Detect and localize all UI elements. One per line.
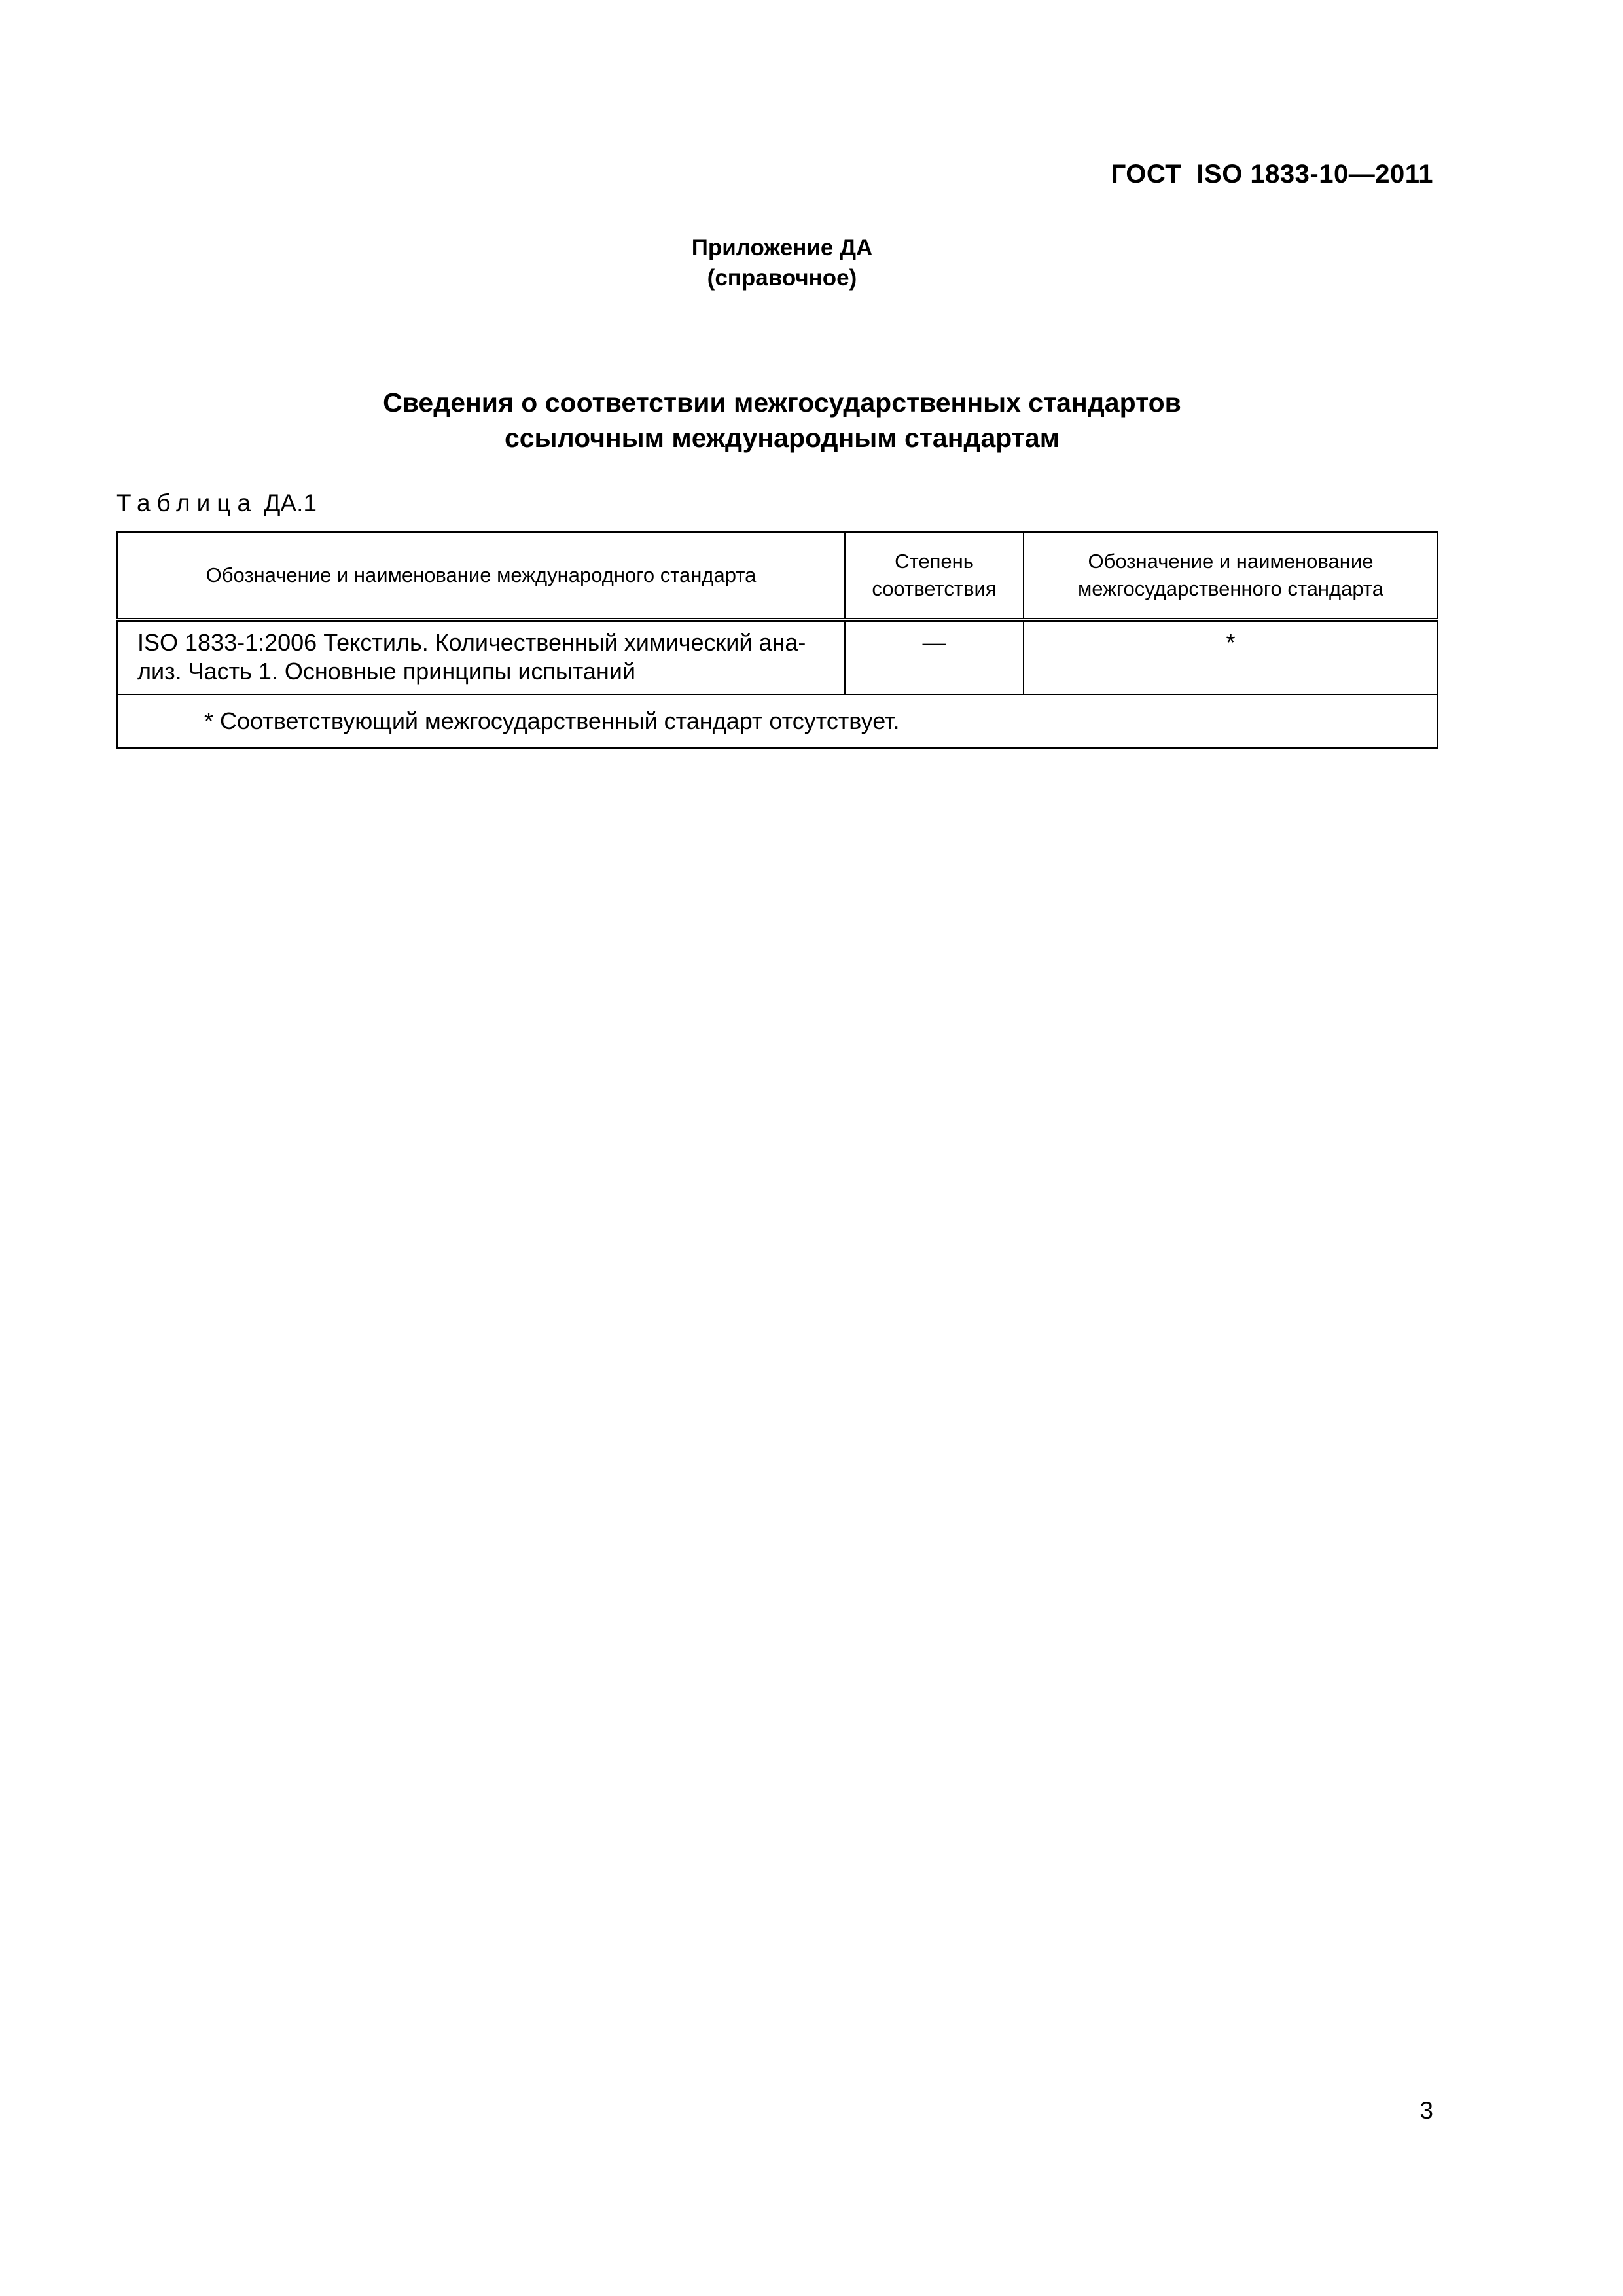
header-interstate-line2: межгосударственного стандарта — [1077, 577, 1384, 600]
appendix-title: Приложение ДА — [691, 235, 873, 260]
table-footnote: * Соответствующий межгосударственный стандарт отсутствует. — [117, 694, 1438, 748]
table-row — [117, 620, 1438, 694]
page-number: 3 — [1419, 2097, 1433, 2124]
table-footnote-row — [117, 694, 1438, 748]
table-caption-label: Таблица — [116, 490, 258, 516]
appendix-type: (справочное) — [707, 265, 857, 291]
standards-table — [116, 531, 1438, 749]
header-degree-of-correspondence — [845, 532, 1024, 620]
header-degree-line1: Степень — [895, 550, 974, 573]
section-title-line1: Сведения о соответствии межгосударственных стандартов — [383, 387, 1181, 418]
document-code: ГОСТ ISO 1833-10—2011 — [1111, 160, 1433, 188]
header-interstate-line1: Обозначение и наименование — [1088, 550, 1374, 573]
header-international-standard: Обозначение и наименование международного стандарта — [117, 532, 845, 620]
section-title-line2: ссылочным международным стандартам — [504, 423, 1060, 453]
header-degree-line2: соответствия — [872, 577, 997, 600]
cell-international-line1: ISO 1833-1:2006 Текстиль. Количественный химический ана- — [137, 629, 806, 656]
table-caption — [116, 490, 317, 517]
cell-interstate-standard: * — [1024, 620, 1438, 694]
cell-degree: — — [845, 620, 1024, 694]
cell-international-line2: лиз. Часть 1. Основные принципы испытаний — [137, 658, 636, 685]
appendix-heading — [0, 233, 1564, 293]
table-caption-number: ДА.1 — [264, 490, 317, 516]
header-interstate-standard — [1024, 532, 1438, 620]
section-title — [0, 385, 1564, 456]
table-header-row — [117, 532, 1438, 620]
cell-international-standard — [117, 620, 845, 694]
